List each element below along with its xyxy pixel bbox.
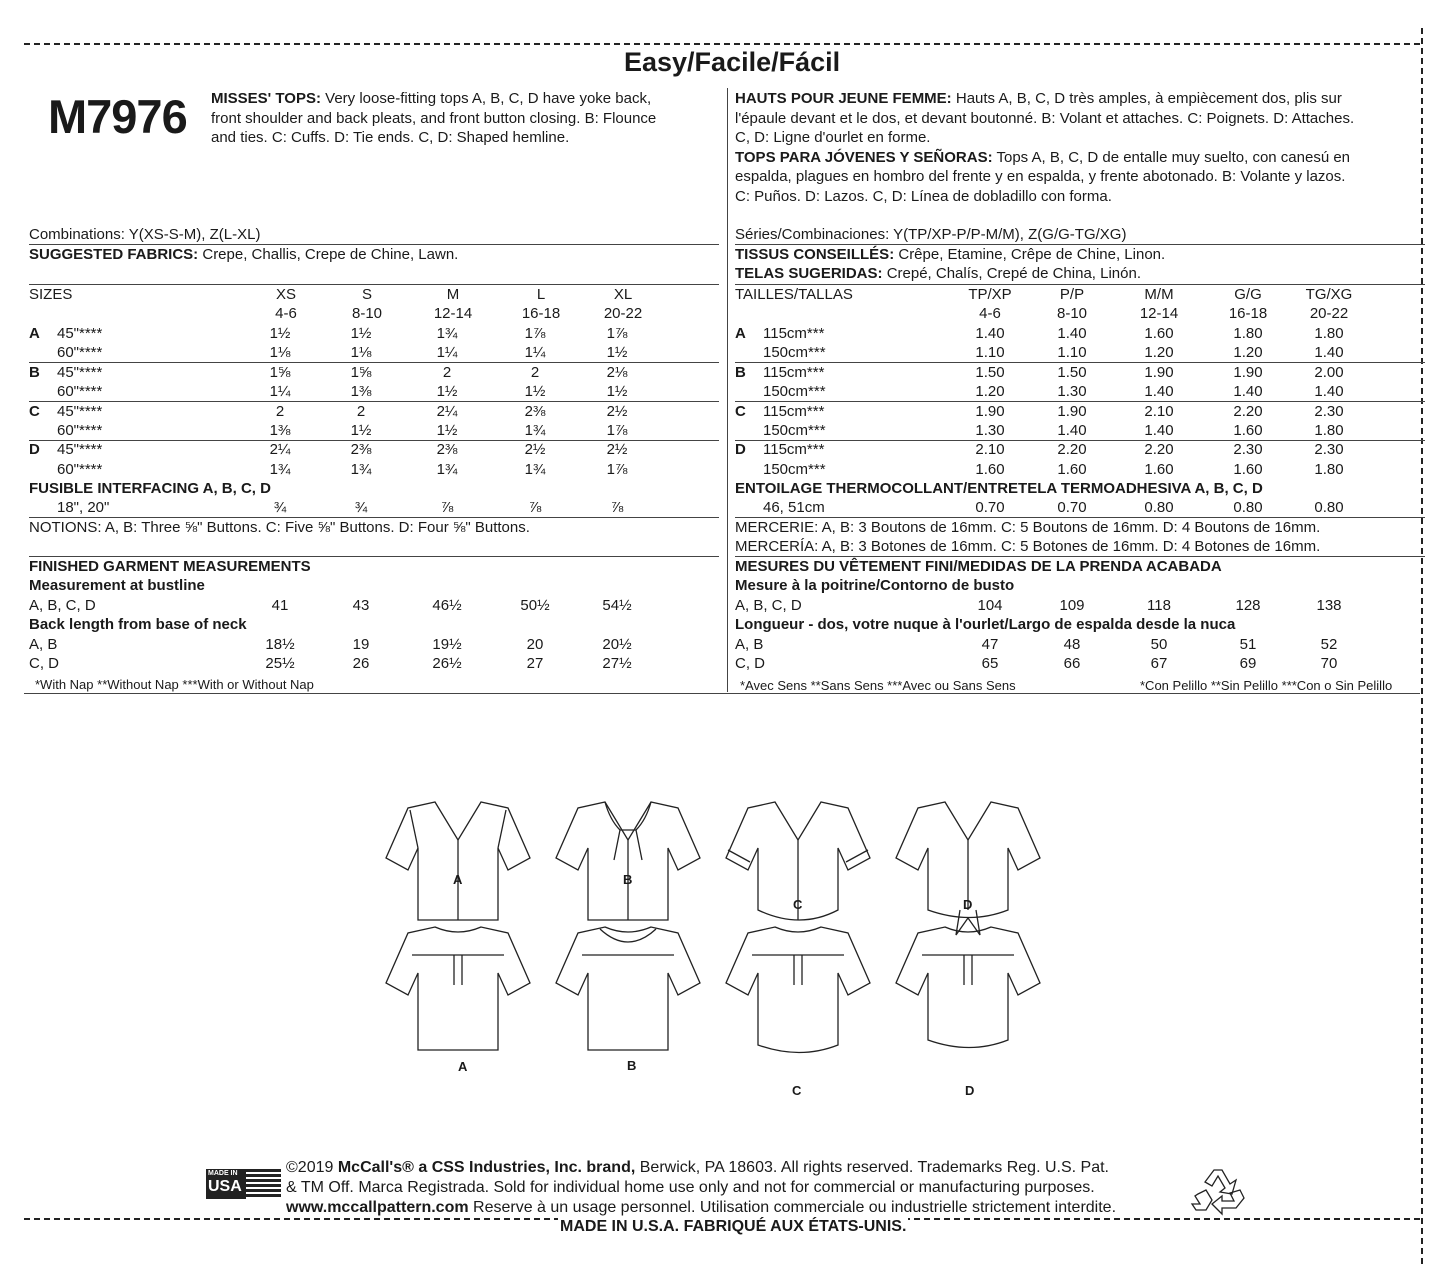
view-label-c-back: C	[792, 1083, 802, 1098]
size-code: M	[446, 286, 460, 303]
fabric-width: 150cm***	[763, 383, 826, 401]
view-d-back-illustration	[890, 925, 1050, 1065]
interfacing-value: 0.80	[1144, 499, 1174, 516]
yardage-value: 1⅝	[269, 363, 291, 381]
yardage-value: 1¾	[350, 460, 372, 478]
fabric-width: 60"****	[57, 344, 103, 362]
fabric-width: 60"****	[57, 383, 103, 401]
size-code: TG/XG	[1305, 286, 1353, 303]
size-range: 16-18	[521, 305, 561, 322]
view-c-front-illustration	[720, 800, 880, 940]
sizes-label: TAILLES/TALLAS	[735, 286, 853, 303]
yardage-value: 1.30	[1057, 383, 1087, 401]
yardage-value: 1½	[436, 422, 458, 439]
yardage-value: 1.50	[1057, 363, 1087, 381]
interfacing-width: 46, 51cm	[763, 499, 825, 516]
yardage-value: 2¼	[436, 402, 458, 420]
yardage-value: 2.10	[975, 441, 1005, 459]
bust-title: Measurement at bustline	[29, 577, 205, 594]
yardage-value: 1⅜	[269, 422, 291, 439]
yardage-value: 1.60	[1233, 422, 1263, 439]
view-label-b-front: B	[623, 872, 633, 887]
back-length-title: Longueur - dos, votre nuque à l'ourlet/Largo de espalda desde la nuca	[735, 616, 1236, 633]
yardage-value: 1.20	[975, 383, 1005, 401]
back-ab-value: 52	[1320, 636, 1338, 653]
description-en	[211, 89, 721, 148]
yardage-value: 2.00	[1314, 363, 1344, 381]
interfacing-value: ¾	[273, 499, 287, 516]
fabric-width: 115cm***	[763, 441, 825, 459]
bust-value: 46½	[432, 597, 462, 614]
size-code: P/P	[1059, 286, 1085, 303]
size-range: 20-22	[1309, 305, 1349, 322]
mercerie: MERCERIE: A, B: 3 Boutons de 16mm. C: 5 Boutons de 16mm. D: 4 Boutons de 16mm.	[735, 519, 1321, 536]
back-ab-value: 47	[981, 636, 999, 653]
yardage-value: 1.40	[1144, 383, 1174, 401]
yardage-value: 1.90	[1233, 363, 1263, 381]
yardage-value: 2.20	[1144, 441, 1174, 459]
trademark-line: & TM Off. Marca Registrada. Sold for individual home use only and not for commercial or manufacturing purposes.	[286, 1179, 1095, 1196]
yardage-value: 1⅞	[606, 325, 628, 342]
back-cd-value: 27½	[602, 655, 632, 672]
size-range: 8-10	[1056, 305, 1088, 322]
website-line	[286, 1198, 1116, 1218]
yardage-value: 1⅞	[606, 422, 628, 439]
size-code: L	[536, 286, 546, 303]
suggested-fabrics	[29, 245, 458, 264]
interfacing-value: ¾	[354, 499, 368, 516]
yardage-value: 1.90	[975, 402, 1005, 420]
yardage-value: 1¾	[524, 460, 546, 478]
yardage-value: 1.40	[1233, 383, 1263, 401]
yardage-value: 2.30	[1233, 441, 1263, 459]
yardage-value: 1¾	[524, 422, 546, 439]
top-cut-line	[24, 43, 1420, 45]
yardage-value: 1⅛	[269, 344, 291, 362]
interfacing-value: ⅞	[610, 499, 624, 516]
view-d-front-illustration	[890, 800, 1050, 940]
bust-value: 50½	[520, 597, 550, 614]
interfacing-value: ⅞	[528, 499, 542, 516]
combinations-en: Combinations: Y(XS-S-M), Z(L-XL)	[29, 226, 261, 243]
yardage-value: 1.10	[975, 344, 1005, 362]
yardage-value: 1.80	[1233, 325, 1263, 342]
yardage-value: 1¾	[269, 460, 291, 478]
yardage-value: 2.20	[1057, 441, 1087, 459]
bust-title: Mesure à la poitrine/Contorno de busto	[735, 577, 1015, 594]
interfacing-value: 0.70	[975, 499, 1005, 516]
back-cd-value: 26	[352, 655, 370, 672]
desc-es-line: C: Puños. D: Lazos. C, D: Línea de dobladillo con forma.	[735, 187, 1112, 205]
view-a-back-illustration	[380, 925, 540, 1065]
tissus-lead: TISSUS CONSEILLÉS:	[735, 246, 895, 263]
interfacing-title: ENTOILAGE THERMOCOLLANT/ENTRETELA TERMOADHESIVA A, B, C, D	[735, 480, 1263, 497]
yardage-value: 1.80	[1314, 422, 1344, 439]
back-cd-label: C, D	[735, 655, 765, 672]
view-letter: D	[29, 441, 40, 459]
yardage-value: 2.10	[1144, 402, 1174, 420]
yardage-value: 1⅞	[606, 460, 628, 478]
yardage-value: 1.50	[975, 363, 1005, 381]
yardage-value: 1.40	[1314, 344, 1344, 362]
view-b-front-illustration	[550, 800, 710, 940]
fabric-width: 115cm***	[763, 325, 825, 342]
size-range: 12-14	[433, 305, 473, 322]
notions: NOTIONS: A, B: Three ⅝" Buttons. C: Five ⅝" Buttons. D: Four ⅝" Buttons.	[29, 519, 530, 536]
size-code: M/M	[1144, 286, 1174, 303]
yardage-value: 2	[356, 402, 366, 420]
yardage-value: 1.60	[975, 460, 1005, 478]
interfacing-value: ⅞	[440, 499, 454, 516]
yardage-value: 1.60	[1144, 460, 1174, 478]
yardage-value: 2½	[606, 402, 628, 420]
interfacing-value: 0.80	[1314, 499, 1344, 516]
bust-label: A, B, C, D	[29, 597, 96, 614]
desc-es-line: espalda, plagues en hombro del frente y en espalda, y frente abotonado. B: Volante y lazos.	[735, 168, 1346, 185]
interfacing-width: 18", 20"	[57, 499, 110, 516]
yardage-value: 1½	[524, 383, 546, 401]
fabric-width: 45"****	[57, 402, 103, 420]
desc-es-lead: TOPS PARA JÓVENES Y SEÑORAS:	[735, 148, 993, 166]
yardage-value: 1.10	[1057, 344, 1087, 362]
desc-fr-line: C, D: Ligne d'ourlet en forme.	[735, 129, 931, 146]
yardage-value: 1.80	[1314, 325, 1344, 342]
fabric-width: 45"****	[57, 363, 103, 381]
copyright-rest: Berwick, PA 18603. All rights reserved. Trademarks Reg. U.S. Pat.	[639, 1159, 1109, 1176]
bust-value: 138	[1316, 597, 1342, 614]
back-cd-value: 27	[526, 655, 544, 672]
yardage-value: 1.40	[1144, 422, 1174, 439]
back-ab-label: A, B	[29, 636, 58, 653]
combinations-fr-es: Séries/Combinaciones: Y(TP/XP-P/P-M/M), Z(G/G-TG/XG)	[735, 226, 1127, 243]
view-label-d-back: D	[965, 1083, 975, 1098]
copyright-line	[286, 1158, 1109, 1178]
desc-fr-line: l'épaule devant et le dos, et devant boutonné. B: Volant et attaches. C: Poignets. D: Attaches.	[735, 109, 1355, 127]
telas-lead: TELAS SUGERIDAS:	[735, 265, 883, 282]
desc-en-line: Very loose-fitting tops A, B, C, D have yoke back,	[325, 90, 652, 107]
view-letter: C	[735, 402, 746, 420]
yardage-value: 1¼	[269, 383, 291, 401]
back-ab-value: 50	[1150, 636, 1168, 653]
reserve-text: Reserve à un usage personnel. Utilisation commerciale ou industrielle strictement interdite.	[473, 1199, 1117, 1216]
back-ab-value: 20½	[602, 636, 632, 653]
size-range: 4-6	[275, 305, 297, 322]
bust-value: 128	[1235, 597, 1261, 614]
sizes-label: SIZES	[29, 286, 73, 303]
bust-value: 109	[1059, 597, 1085, 614]
desc-fr-line: Hauts A, B, C, D très amples, à empiècement dos, plis sur	[955, 90, 1342, 107]
merceria: MERCERÍA: A, B: 3 Botones de 16mm. C: 5 Botones de 16mm. D: 4 Botones de 16mm.	[735, 538, 1321, 555]
page-title: Easy/Facile/Fácil	[624, 47, 841, 77]
yardage-value: 1¾	[436, 460, 458, 478]
back-cd-value: 69	[1239, 655, 1257, 672]
desc-fr-lead: HAUTS POUR JEUNE FEMME:	[735, 90, 952, 107]
yardage-value: 1.20	[1144, 344, 1174, 362]
yardage-value: 1⅛	[350, 344, 372, 362]
desc-es-line: Tops A, B, C, D de entalle muy suelto, con canesú en	[996, 148, 1351, 166]
yardage-value: 2	[530, 363, 540, 381]
bust-value: 118	[1147, 597, 1171, 614]
back-length-title: Back length from base of neck	[29, 616, 247, 633]
pattern-number: M7976	[48, 90, 187, 143]
flag-made-in: MADE IN	[208, 1170, 238, 1177]
yardage-value: 2½	[606, 441, 628, 459]
yardage-value: 2⅛	[606, 363, 628, 381]
nap-footnote: *With Nap **Without Nap ***With or Without Nap	[35, 677, 314, 692]
back-ab-value: 19½	[432, 636, 462, 653]
yardage-value: 2⅜	[524, 402, 546, 420]
yardage-value: 1.40	[975, 325, 1005, 342]
yardage-value: 1.30	[975, 422, 1005, 439]
made-in-usa-flag	[206, 1169, 281, 1199]
view-label-c-front: C	[793, 897, 803, 912]
yardage-value: 1.20	[1233, 344, 1263, 362]
back-cd-value: 65	[981, 655, 999, 672]
yardage-value: 1⅞	[524, 325, 546, 342]
yardage-value: 1.60	[1144, 325, 1174, 342]
size-code: XL	[613, 286, 633, 303]
tissus-text: Crêpe, Etamine, Crêpe de Chine, Linon.	[898, 246, 1166, 263]
finished-title: MESURES DU VÊTEMENT FINI/MEDIDAS DE LA PRENDA ACABADA	[735, 558, 1222, 575]
back-cd-value: 67	[1150, 655, 1168, 672]
telas-text: Crepé, Chalís, Crepé de China, Linón.	[886, 265, 1141, 282]
column-divider	[727, 88, 728, 692]
bust-value: 43	[352, 597, 370, 614]
back-cd-value: 66	[1063, 655, 1081, 672]
size-code: TP/XP	[968, 286, 1012, 303]
yardage-value: 2½	[524, 441, 546, 459]
yardage-value: 1¾	[436, 325, 458, 342]
view-letter: D	[735, 441, 746, 459]
yardage-value: 2	[275, 402, 285, 420]
yardage-value: 1½	[350, 325, 372, 342]
size-code: G/G	[1234, 286, 1262, 303]
yardage-value: 1¼	[436, 344, 458, 362]
yardage-value: 1½	[350, 422, 372, 439]
yardage-value: 1.90	[1057, 402, 1087, 420]
nap-footnote-fr: *Avec Sens **Sans Sens ***Avec ou Sans Sens	[740, 678, 1016, 693]
view-c-back-illustration	[720, 925, 880, 1065]
nap-footnote-es: *Con Pelillo **Sin Pelillo ***Con o Sin Pelillo	[1140, 678, 1393, 693]
telas-sugeridas	[735, 264, 1141, 283]
back-cd-value: 70	[1320, 655, 1338, 672]
tissus-conseilles	[735, 245, 1165, 264]
brand-name: McCall's® a CSS Industries, Inc. brand,	[337, 1159, 636, 1176]
yardage-value: 1½	[606, 344, 628, 362]
bust-value: 54½	[602, 597, 632, 614]
view-label-a-back: A	[458, 1059, 468, 1074]
view-letter: A	[735, 325, 746, 342]
view-a-front-illustration	[380, 800, 540, 940]
yardage-value: 2.30	[1314, 441, 1344, 459]
fabric-width: 115cm***	[763, 402, 825, 420]
size-range: 4-6	[979, 305, 1001, 322]
yardage-value: 1.60	[1233, 460, 1263, 478]
yardage-value: 1¼	[524, 344, 546, 362]
yardage-value: 1.40	[1057, 422, 1087, 439]
back-cd-value: 26½	[432, 655, 462, 672]
interfacing-value: 0.70	[1057, 499, 1087, 516]
size-code: S	[361, 286, 372, 303]
flag-usa: USA	[208, 1178, 242, 1195]
size-code: XS	[275, 286, 296, 303]
fabric-width: 60"****	[57, 422, 103, 439]
fabric-width: 45"****	[57, 325, 103, 342]
interfacing-title: FUSIBLE INTERFACING A, B, C, D	[29, 480, 271, 497]
size-range: 16-18	[1228, 305, 1268, 322]
bust-label: A, B, C, D	[735, 597, 802, 614]
bust-value: 41	[271, 597, 289, 614]
view-b-back-illustration	[550, 925, 710, 1065]
back-ab-value: 51	[1239, 636, 1257, 653]
view-letter: B	[29, 363, 40, 381]
back-cd-value: 25½	[265, 655, 295, 672]
view-letter: A	[29, 325, 40, 342]
size-range: 12-14	[1139, 305, 1179, 322]
yardage-value: 1.40	[1314, 383, 1344, 401]
back-ab-value: 18½	[265, 636, 295, 653]
bust-value: 104	[977, 597, 1003, 614]
fabrics-lead: SUGGESTED FABRICS:	[29, 246, 199, 263]
fabric-width: 115cm***	[763, 363, 825, 381]
view-letter: B	[735, 363, 746, 381]
yardage-value: 2.30	[1314, 402, 1344, 420]
fabric-width: 150cm***	[763, 344, 826, 362]
back-ab-value: 48	[1063, 636, 1081, 653]
yardage-value: 1.90	[1144, 363, 1174, 381]
view-letter: C	[29, 402, 40, 420]
yardage-value: 1½	[269, 325, 291, 342]
desc-en-lead: MISSES' TOPS:	[211, 90, 321, 107]
yardage-value: 1.80	[1314, 460, 1344, 478]
website-link[interactable]: www.mccallpattern.com	[286, 1199, 469, 1216]
fabric-width: 60"****	[57, 460, 103, 478]
view-label-d-front: D	[963, 897, 973, 912]
yardage-value: 1.60	[1057, 460, 1087, 478]
yardage-value: 2.20	[1233, 402, 1263, 420]
yardage-value: 2¼	[269, 441, 291, 459]
size-range: 8-10	[351, 305, 383, 322]
right-cut-line	[1421, 28, 1423, 1264]
fabrics-text: Crepe, Challis, Crepe de Chine, Lawn.	[202, 246, 459, 263]
yardage-value: 2⅜	[350, 441, 372, 459]
interfacing-value: 0.80	[1233, 499, 1263, 516]
yardage-value: 1⅜	[350, 383, 372, 401]
yardage-value: 1½	[606, 383, 628, 401]
yardage-value: 2	[442, 363, 452, 381]
view-label-b-back: B	[627, 1058, 637, 1073]
fabric-width: 150cm***	[763, 422, 826, 439]
desc-en-line: front shoulder and back pleats, and front button closing. B: Flounce	[211, 109, 657, 127]
back-ab-value: 19	[352, 636, 370, 653]
copyright-year: ©2019	[286, 1159, 334, 1176]
yardage-value: 2⅜	[436, 441, 458, 459]
yardage-value: 1.40	[1057, 325, 1087, 342]
yardage-value: 1½	[436, 383, 458, 401]
fabric-width: 45"****	[57, 441, 103, 459]
description-fr	[735, 89, 1425, 206]
recycle-icon	[1190, 1166, 1246, 1218]
fabric-width: 150cm***	[763, 460, 826, 478]
desc-en-line: and ties. C: Cuffs. D: Tie ends. C, D: Shaped hemline.	[211, 129, 570, 146]
finished-title: FINISHED GARMENT MEASUREMENTS	[29, 558, 311, 575]
view-label-a-front: A	[453, 872, 463, 887]
back-cd-label: C, D	[29, 655, 59, 672]
back-ab-label: A, B	[735, 636, 764, 653]
yardage-value: 1⅝	[350, 363, 372, 381]
size-range: 20-22	[603, 305, 643, 322]
back-ab-value: 20	[526, 636, 544, 653]
made-in-usa-line: MADE IN U.S.A. FABRIQUÉ AUX ÉTATS-UNIS.	[560, 1218, 907, 1235]
